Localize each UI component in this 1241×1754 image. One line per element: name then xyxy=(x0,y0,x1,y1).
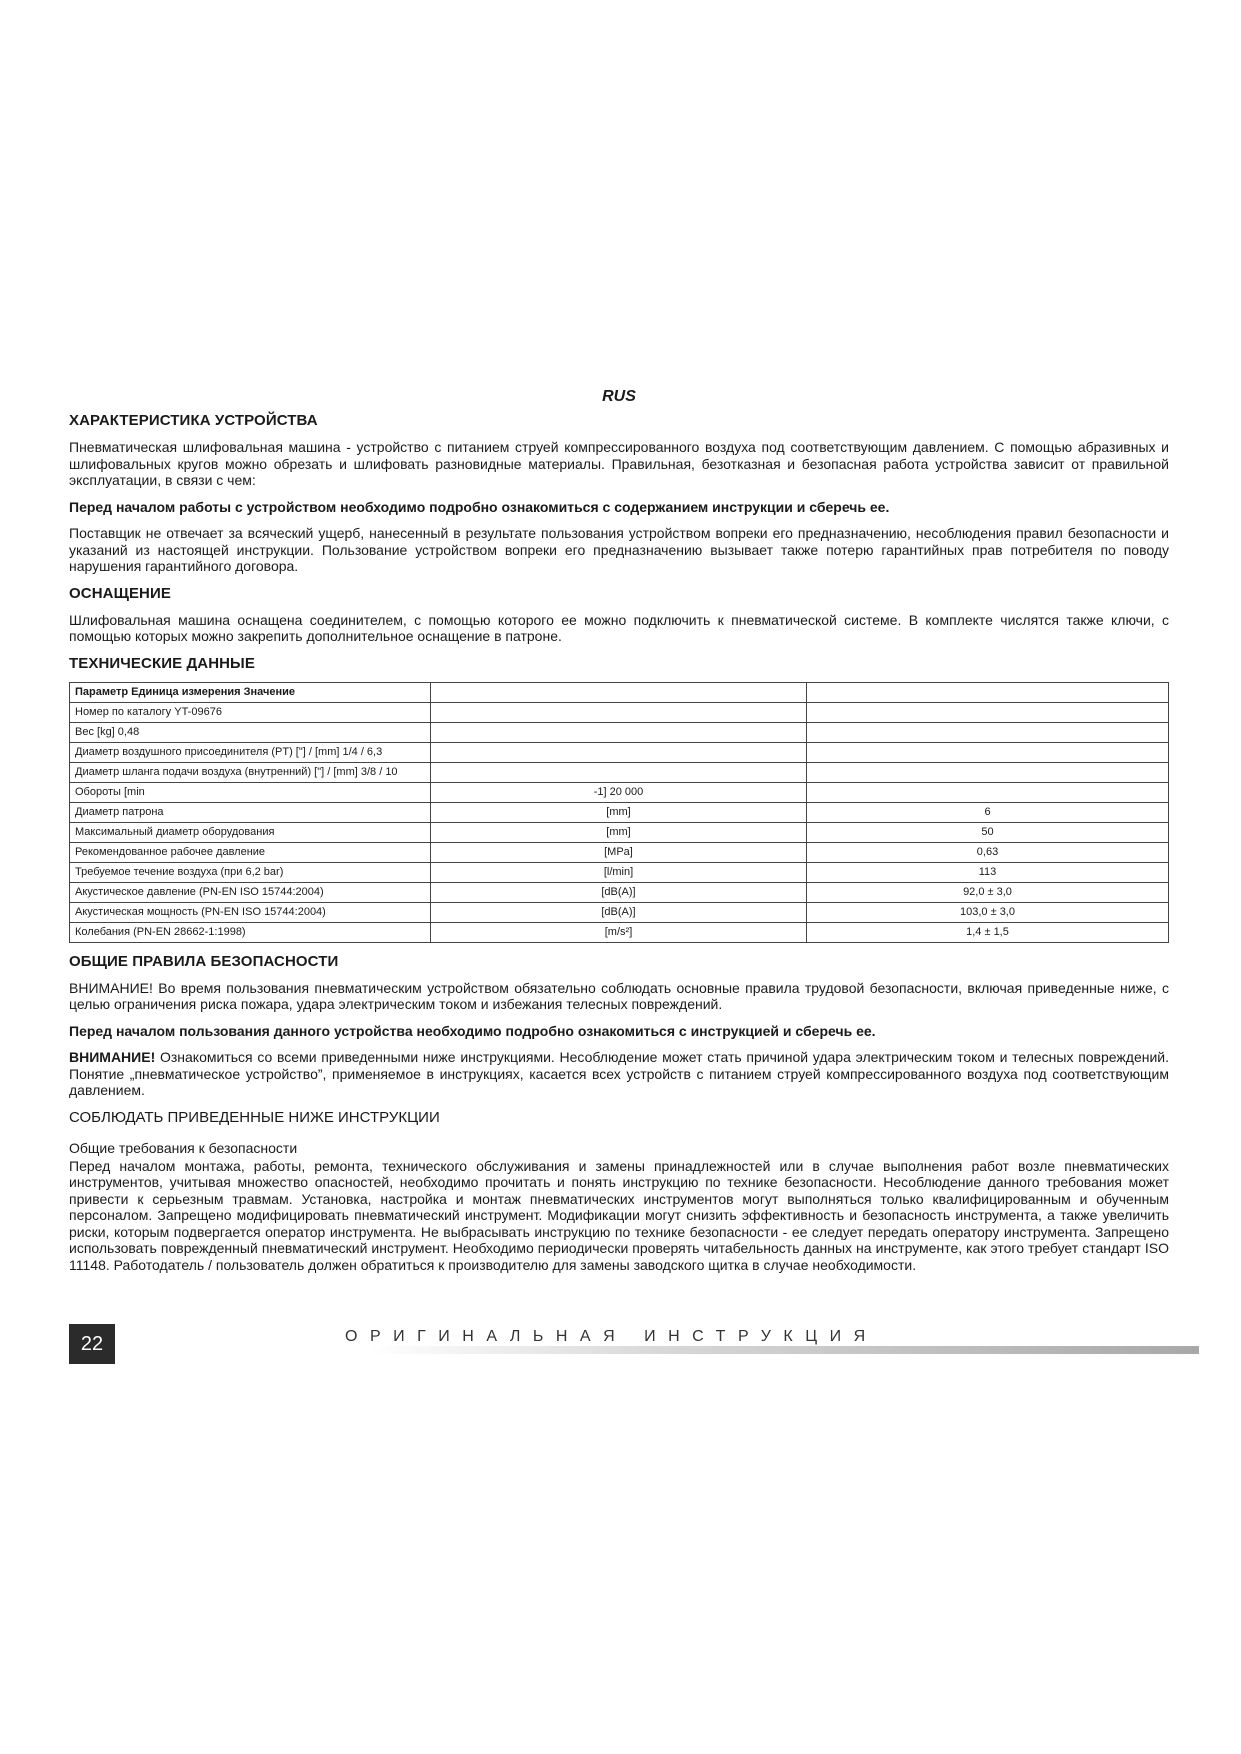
table-cell xyxy=(807,722,1169,742)
section-title-safety-rules: ОБЩИЕ ПРАВИЛА БЕЗОПАСНОСТИ xyxy=(69,952,339,970)
table-row xyxy=(70,822,1169,842)
manual-page-content xyxy=(69,388,1169,1283)
table-cell xyxy=(807,782,1169,802)
table-cell: Номер по каталогу YT-09676 xyxy=(70,702,431,722)
table-cell: Акустическая мощность (PN-EN ISO 15744:2004) xyxy=(70,902,431,922)
table-cell: Параметр Единица измерения Значение xyxy=(70,682,431,702)
table-row xyxy=(70,842,1169,862)
table-cell: Акустическое давление (PN-EN ISO 15744:2004) xyxy=(70,882,431,902)
table-row xyxy=(70,782,1169,802)
table-cell: 6 xyxy=(807,802,1169,822)
subheading-general-requirements: Общие требования к безопасности xyxy=(69,1139,298,1156)
table-cell: Диаметр шланга подачи воздуха (внутренний) ["] / [mm] 3/8 / 10 xyxy=(70,762,431,782)
section-title-technical-data: ТЕХНИЧЕСКИЕ ДАННЫЕ xyxy=(69,654,255,672)
page-number: 22 xyxy=(69,1324,115,1364)
attention-label: ВНИМАНИЕ! xyxy=(69,1049,156,1065)
table-cell: 103,0 ± 3,0 xyxy=(807,902,1169,922)
section-title-characteristics: ХАРАКТЕРИСТИКА УСТРОЙСТВА xyxy=(69,412,318,429)
table-cell: Диаметр патрона xyxy=(70,802,431,822)
table-cell: [m/s²] xyxy=(431,922,807,942)
table-cell: Обороты [min xyxy=(70,782,431,802)
table-cell: 113 xyxy=(807,862,1169,882)
table-cell: [mm] xyxy=(431,822,807,842)
table-row xyxy=(70,902,1169,922)
table-cell xyxy=(431,742,807,762)
table-cell: [l/min] xyxy=(431,862,807,882)
technical-data-table xyxy=(69,682,1169,943)
paragraph: Пневматическая шлифовальная машина - устройство с питанием струей компрессированного воздуха под соответствующим давлением. С помощью абразивных и шлифовальных кругов можно обрезать и шлифовать разновидные материалы. Правильная, безотказная и безопасная работа устройства зависит от правильной эксплуатации, в связи с чем: xyxy=(69,439,1169,488)
table-cell xyxy=(807,702,1169,722)
table-row xyxy=(70,802,1169,822)
table-row xyxy=(70,882,1169,902)
warning-paragraph: Перед началом пользования данного устройства необходимо подробно ознакомиться с инструкцией и сберечь ее. xyxy=(69,1022,876,1039)
table-cell: Максимальный диаметр оборудования xyxy=(70,822,431,842)
table-cell: [dB(A)] xyxy=(431,882,807,902)
table-row xyxy=(70,742,1169,762)
table-cell: Рекомендованное рабочее давление xyxy=(70,842,431,862)
paragraph: Перед началом монтажа, работы, ремонта, технического обслуживания и замены принадлежностей или в случае выполнения работ возле пневматических инструментов, учитывая множество опасностей, необходимо прочитать и понять инструкцию по технике безопасности. Несоблюдение данного требования может привести к серьезным травмам. Установка, настройка и монтаж пневматических инструментов могут выполняться только квалифицированным и обученным персоналом. Запрещено модифицировать пневматический инструмент. Модификации могут снизить эффективность и безопасность инструмента, а также увеличить риски, которым подвергается оператор инструмента. Не выбрасывать инструкцию по технике безопасности - ее следует передать оператору инструмента. Запрещено использовать поврежденный пневматический инструмент. Необходимо периодически проверять читабельность данных на инструменте, как этого требует стандарт ISO 11148. Работодатель / пользователь должен обратиться к производителю для замены заводского щитка в случае необходимости. xyxy=(69,1157,1169,1273)
table-cell: 50 xyxy=(807,822,1169,842)
table-cell xyxy=(431,762,807,782)
table-cell: 1,4 ± 1,5 xyxy=(807,922,1169,942)
table-cell: Требуемое течение воздуха (при 6,2 bar) xyxy=(70,862,431,882)
paragraph: Поставщик не отвечает за всяческий ущерб, нанесенный в результате пользования устройством вопреки его предназначению, несоблюдения правил безопасности и указаний из настоящей инструкции. Пользование устройством вопреки его предназначению вызывает также потерю гарантийных прав потребителя по поводу нарушения гарантийного договора. xyxy=(69,525,1169,574)
table-cell xyxy=(807,762,1169,782)
page-footer xyxy=(69,1324,1199,1364)
paragraph: ВНИМАНИЕ! Во время пользования пневматическим устройством обязательно соблюдать основные правила трудовой безопасности, включая приведенные ниже, с целью ограничения риска пожара, удара электрическим током и избежания телесных повреждений. xyxy=(69,979,1169,1012)
attention-text: Ознакомиться со всеми приведенными ниже инструкциями. Несоблюдение может стать причиной удара электрическим током и телесных повреждений. Понятие „пневматическое устройство”, применяемое в инструкциях, касается всех устройств с питанием струей компрессированного воздуха под соответствующим давлением. xyxy=(69,1049,1169,1098)
section-title-equipment: ОСНАЩЕНИЕ xyxy=(69,584,171,602)
table-cell: [MPa] xyxy=(431,842,807,862)
table-cell xyxy=(807,742,1169,762)
table-cell xyxy=(807,682,1169,702)
table-cell: 92,0 ± 3,0 xyxy=(807,882,1169,902)
table-cell: -1] 20 000 xyxy=(431,782,807,802)
instructions-heading: СОБЛЮДАТЬ ПРИВЕДЕННЫЕ НИЖЕ ИНСТРУКЦИИ xyxy=(69,1108,440,1126)
table-cell xyxy=(431,702,807,722)
warning-paragraph: Перед началом работы с устройством необходимо подробно ознакомиться с содержанием инструкции и сберечь ее. xyxy=(69,498,890,515)
table-row xyxy=(70,862,1169,882)
table-header-row xyxy=(70,682,1169,702)
table-cell xyxy=(431,682,807,702)
table-cell: 0,63 xyxy=(807,842,1169,862)
table-cell: [mm] xyxy=(431,802,807,822)
paragraph: Шлифовальная машина оснащена соединителем, с помощью которого ее можно подключить к пневматической системе. В комплекте числятся также ключи, с помощью которых можно закрепить дополнительное оснащение в патроне. xyxy=(69,611,1169,644)
table-row xyxy=(70,762,1169,782)
footer-gradient-bar xyxy=(369,1346,1199,1354)
language-label: RUS xyxy=(602,388,636,405)
attention-paragraph xyxy=(69,1049,1169,1099)
table-row xyxy=(70,722,1169,742)
table-cell: Диаметр воздушного присоединителя (PT) ["] / [mm] 1/4 / 6,3 xyxy=(70,742,431,762)
footer-text: ОРИГИНАЛЬНАЯ ИНСТРУКЦИЯ xyxy=(345,1328,878,1345)
table-cell xyxy=(431,722,807,742)
table-cell: Колебания (PN-EN 28662-1:1998) xyxy=(70,922,431,942)
table-row xyxy=(70,702,1169,722)
table-cell: Вес [kg] 0,48 xyxy=(70,722,431,742)
table-cell: [dB(A)] xyxy=(431,902,807,922)
table-row xyxy=(70,922,1169,942)
